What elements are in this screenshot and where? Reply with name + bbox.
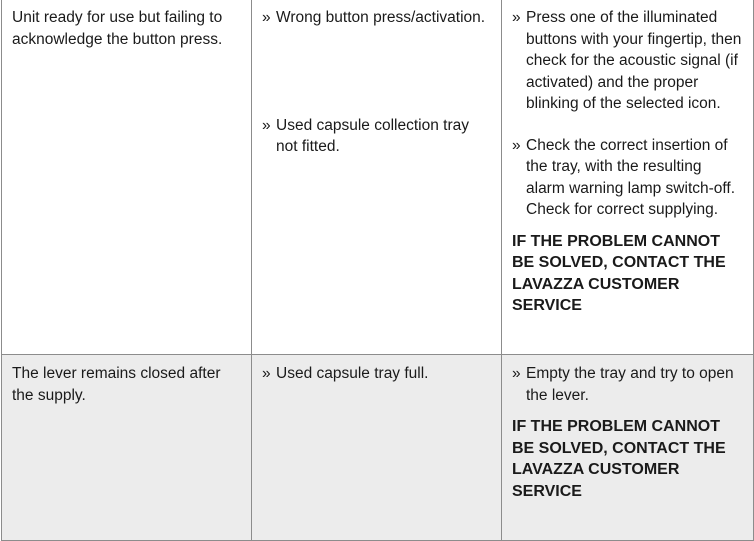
bullet-icon: » — [512, 136, 521, 154]
contact-service-warning: IF THE PROBLEM CANNOT BE SOLVED, CONTACT THE LAVAZZA CUSTOMER SERVICE — [512, 418, 726, 500]
contact-service-warning: IF THE PROBLEM CANNOT BE SOLVED, CONTACT THE LAVAZZA CUSTOMER SERVICE — [512, 232, 726, 314]
solution-text: Empty the tray and try to open the lever. — [526, 365, 734, 404]
problem-cell — [2, 355, 252, 541]
cause-text: Used capsule tray full. — [276, 365, 429, 382]
bullet-icon: » — [262, 9, 271, 26]
cause-cell — [252, 355, 502, 541]
cause-text: Wrong button press/activation. — [276, 9, 486, 26]
table-row — [2, 0, 754, 355]
problem-text: Unit ready for use but failing to acknowledge the button press. — [12, 9, 223, 48]
solution-cell — [502, 0, 754, 355]
cause-item — [262, 363, 491, 385]
bullet-icon: » — [512, 365, 521, 382]
solution-cell — [502, 355, 754, 541]
cause-text: Used capsule collection tray not fitted. — [276, 116, 469, 155]
bullet-icon: » — [512, 9, 521, 26]
solution-text: Check the correct insertion of the tray, with the resulting alarm warning lamp switch-off. Check for correct supplying. — [526, 136, 736, 218]
bullet-icon: » — [262, 365, 271, 382]
table-row — [2, 355, 754, 541]
solution-text: Press one of the illuminated buttons with your fingertip, then check for the acoustic signal (if activated) and the proper blinking of the selected icon. — [526, 9, 742, 112]
solution-item — [512, 363, 743, 406]
problem-cell — [2, 0, 252, 355]
cause-item — [262, 115, 491, 158]
solution-item — [512, 135, 743, 221]
problem-text: The lever remains closed after the supply. — [12, 365, 221, 404]
bullet-icon: » — [262, 116, 271, 134]
cause-item — [262, 7, 491, 29]
cause-cell — [252, 0, 502, 355]
troubleshooting-table — [1, 0, 754, 541]
solution-item — [512, 7, 743, 115]
